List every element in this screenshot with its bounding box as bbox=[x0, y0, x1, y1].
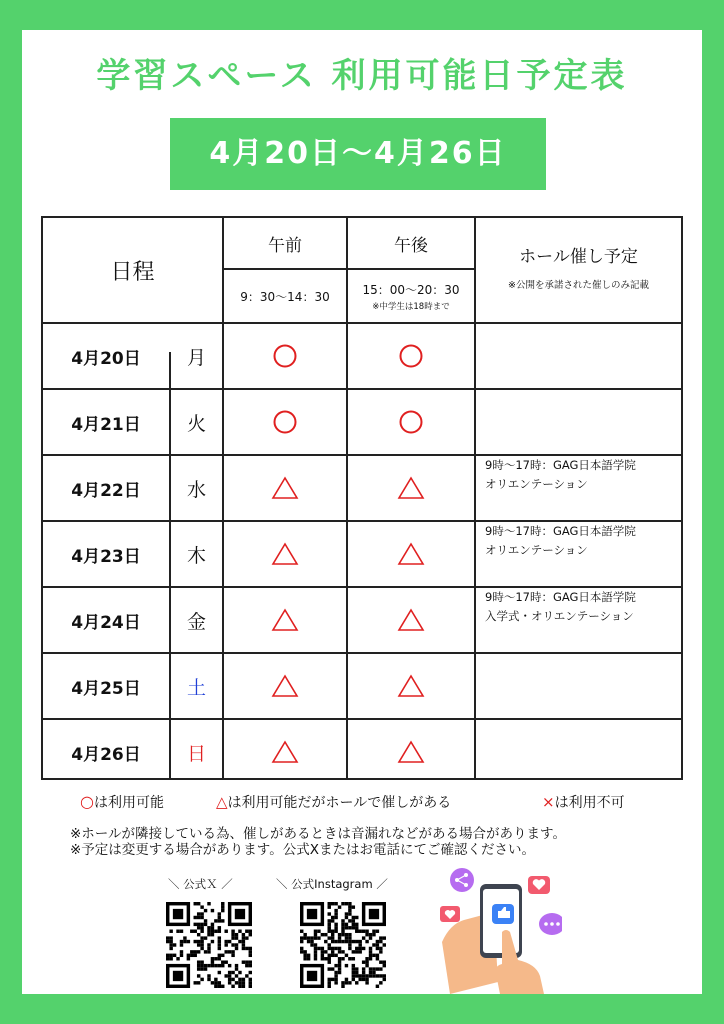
legend-unavailable bbox=[542, 792, 625, 812]
event-line: 入学式・オリエンテーション bbox=[485, 609, 634, 623]
row-day-of-week: 水 bbox=[186, 478, 206, 501]
hall-event bbox=[476, 324, 681, 388]
row-date: 4月24日 bbox=[71, 612, 141, 633]
triangle-mark-am bbox=[224, 456, 346, 520]
row-day-of-week: 土 bbox=[186, 676, 206, 699]
event-line: 9時〜17時：GAG日本語学院 bbox=[485, 458, 636, 472]
legend-event bbox=[216, 792, 451, 812]
row-day-of-week: 火 bbox=[186, 412, 206, 435]
event-line: 9時〜17時：GAG日本語学院 bbox=[485, 590, 636, 604]
circle-mark-pm bbox=[348, 390, 474, 454]
schedule-table bbox=[41, 216, 683, 780]
hall-event bbox=[476, 588, 681, 652]
row-date: 4月21日 bbox=[71, 414, 141, 435]
hall-event bbox=[476, 456, 681, 520]
hall-header-cell bbox=[476, 218, 681, 322]
triangle-mark-am bbox=[224, 522, 346, 586]
am-header: 午前 bbox=[268, 235, 302, 256]
pm-time-cell bbox=[348, 270, 474, 322]
page-title: 学習スペース 利用可能日予定表 bbox=[96, 56, 628, 96]
row-date: 4月25日 bbox=[71, 678, 141, 699]
pm-header: 午後 bbox=[394, 235, 428, 256]
legend-available bbox=[80, 792, 164, 812]
pm-time: 15：00〜20：30 bbox=[362, 282, 460, 297]
circle-mark-pm bbox=[348, 324, 474, 388]
date-range-banner: 4月20日〜4月26日 bbox=[170, 118, 546, 190]
note-line: ※予定は変更する場合があります。公式Xまたはお電話にてご確認ください。 bbox=[70, 842, 535, 858]
hall-note: ※公開を承諾された催しのみ記載 bbox=[508, 279, 649, 291]
poster bbox=[22, 30, 702, 994]
hall-event bbox=[476, 522, 681, 586]
row-day-of-week: 金 bbox=[186, 610, 206, 633]
qr-x-label: ＼ 公式Ｘ ／ bbox=[168, 877, 233, 891]
hall-event bbox=[476, 720, 681, 784]
hall-event bbox=[476, 390, 681, 454]
qr-code-instagram[interactable] bbox=[300, 902, 386, 988]
triangle-mark-pm bbox=[348, 654, 474, 718]
row-date: 4月20日 bbox=[71, 348, 141, 369]
circle-mark-am bbox=[224, 324, 346, 388]
am-time: 9：30〜14：30 bbox=[240, 289, 330, 304]
pm-note: ※中学生は18時まで bbox=[372, 301, 450, 312]
social-phone-illustration bbox=[432, 862, 562, 994]
triangle-symbol: △ bbox=[216, 793, 228, 811]
event-line: オリエンテーション bbox=[485, 477, 588, 491]
row-day-of-week: 月 bbox=[186, 346, 206, 369]
row-day-of-week: 日 bbox=[186, 742, 206, 765]
event-line: 9時〜17時：GAG日本語学院 bbox=[485, 524, 636, 538]
triangle-mark-pm bbox=[348, 456, 474, 520]
circle-mark-am bbox=[224, 390, 346, 454]
triangle-mark-am bbox=[224, 654, 346, 718]
triangle-mark-pm bbox=[348, 720, 474, 784]
event-line: オリエンテーション bbox=[485, 543, 588, 557]
qr-code-x[interactable] bbox=[166, 902, 252, 988]
legend-available-text: は利用可能 bbox=[93, 795, 164, 811]
hall-event bbox=[476, 654, 681, 718]
legend-unavailable-text: は利用不可 bbox=[554, 795, 625, 811]
triangle-mark-pm bbox=[348, 588, 474, 652]
triangle-mark-am bbox=[224, 588, 346, 652]
share-icon bbox=[450, 868, 474, 892]
row-day-of-week: 木 bbox=[186, 544, 206, 567]
circle-symbol: ○ bbox=[80, 792, 94, 811]
triangle-mark-am bbox=[224, 720, 346, 784]
triangle-mark-pm bbox=[348, 522, 474, 586]
row-date: 4月22日 bbox=[71, 480, 141, 501]
hall-header: ホール催し予定 bbox=[519, 246, 638, 267]
legend-event-text: は利用可能だがホールで催しがある bbox=[227, 795, 452, 811]
note-line: ※ホールが隣接している為、催しがあるときは音漏れなどがある場合があります。 bbox=[70, 826, 566, 842]
row-date: 4月26日 bbox=[71, 744, 141, 765]
cross-symbol: × bbox=[542, 793, 555, 811]
notes bbox=[70, 826, 566, 858]
qr-instagram-label: ＼ 公式Instagram ／ bbox=[276, 877, 388, 891]
row-date: 4月23日 bbox=[71, 546, 141, 567]
schedule-header: 日程 bbox=[110, 259, 155, 285]
